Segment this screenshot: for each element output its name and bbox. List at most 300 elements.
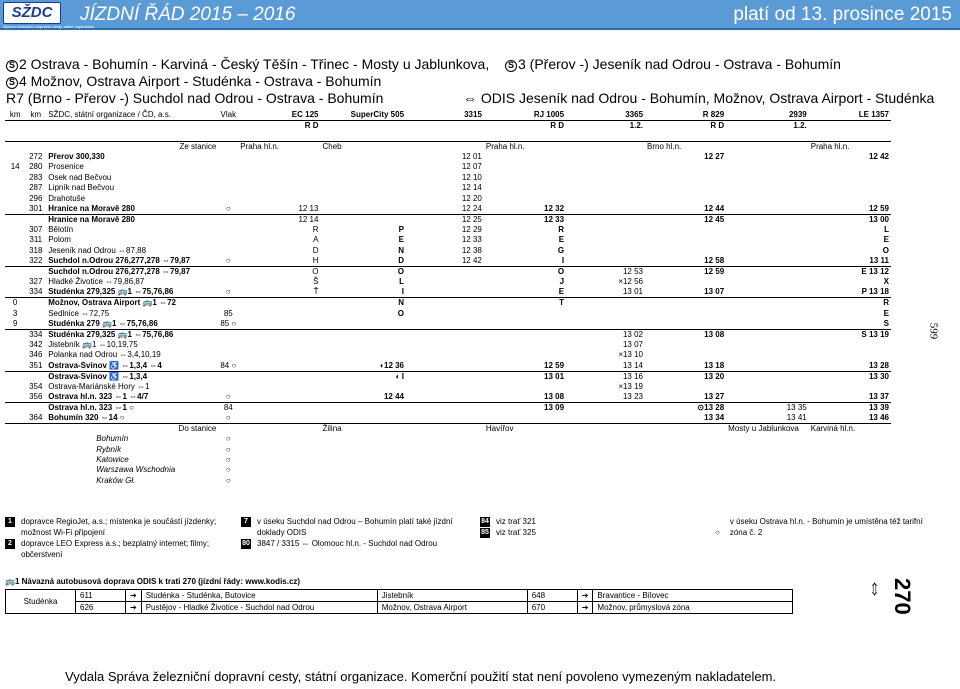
time-cell: ×12 56 [618,277,644,287]
time-cell: I [401,287,405,297]
station-name: Jistebník 🚌1 ⇔10,19,75 [48,339,138,349]
time-cell: R [312,225,319,235]
time-cell: O [484,267,566,278]
station-name: Studénka 279,325 🚌1 ⇔75,76,86 [48,287,174,297]
train-category: R D [550,121,565,130]
km-branch [5,225,25,235]
destination-station [238,423,320,434]
station-mark [218,162,238,172]
station-row [5,246,891,256]
connection-station-row [5,476,891,486]
time-cell [238,308,320,318]
note-circle: ○v úseku Ostrava hl.n. - Bohumín je umístěna též tarifní zóna č. 2 [715,517,923,537]
train-number: 3315 [406,110,484,121]
station-name: Hladké Životice ⇔79,86,87 [48,277,145,287]
time-cell: 12 58 [704,256,725,266]
time-cell: Ť [313,287,319,297]
destination-row: Do stanice Žilina Havířov Mosty u Jablunkova Karviná hl.n. [5,423,891,434]
time-cell [406,392,484,403]
line-r7: R7 (Brno - Přerov -) Suchdol nad Odrou - Ostrava - Bohumín [6,90,384,106]
train-category: 1.2. [629,121,644,130]
time-cell: 12 59 [868,203,889,213]
time-cell [238,361,320,372]
time-cell: 12 42 [461,256,482,266]
station-mark [218,298,238,309]
time-cell [320,204,406,215]
time-cell: N [320,298,406,309]
destination-station: Havířov [484,423,566,434]
km-branch [5,413,25,424]
time-cell: 13 23 [622,391,644,401]
time-cell [726,287,809,298]
station-name: Drahotuše [48,193,86,203]
station-row [5,256,891,267]
time-cell [566,152,645,162]
time-cell: H [312,256,319,266]
time-cell [238,340,320,350]
origin-station: Praha hl.n. [238,141,320,152]
station-mark [218,225,238,235]
time-cell [566,308,645,318]
km-branch [5,173,25,183]
station-mark [218,235,238,245]
time-cell [238,350,320,360]
time-cell: 12 29 [461,225,482,235]
circle-icon: ○ [225,434,231,444]
time-cell [726,340,809,350]
time-cell: D [312,245,319,255]
note-84: 84 viz trať 321 [481,517,536,526]
time-cell: R [558,225,565,235]
km-branch [5,340,25,350]
connection-station-row [5,465,891,475]
connection-station: Bohumín [96,434,129,444]
km-main [25,371,46,382]
time-cell [320,329,406,340]
time-cell: 13 28 [868,360,889,370]
time-cell [809,193,891,203]
destination-station: Žilina [320,423,406,434]
time-cell [484,319,566,330]
time-cell: E [883,308,889,318]
connection-station: Kraków Gł. [96,475,136,485]
time-cell: 12 33 [484,214,566,225]
time-cell [566,204,645,215]
time-cell [645,225,726,235]
station-name: Studénka 279,325 🚌1 ⇔75,76,86 [46,329,218,340]
time-cell [320,319,406,330]
km-main: 272 [29,152,43,162]
time-cell [484,329,566,340]
destination-station: Mosty u Jablunkova [726,423,809,434]
time-cell [726,298,809,309]
time-cell: 12 59 [544,360,565,370]
time-cell: E [883,235,889,245]
km-main: 334 [25,329,46,340]
station-mark: ○ [225,391,231,401]
station-mark [218,350,238,360]
time-cell [406,361,484,372]
time-cell [238,413,320,424]
station-row [5,225,891,235]
time-cell [726,193,809,203]
time-cell: 12 44 [383,391,405,401]
station-mark [218,173,238,183]
train-attributes-row [5,121,891,132]
station-name: Bohumín 320 ⇔14 ○ [48,412,125,422]
station-name: Polanka nad Odrou ⇔3,4,10,19 [48,350,161,360]
station-name: Studénka 279 🚌1 ⇔75,76,86 [48,318,158,328]
km-branch [5,329,25,340]
arrow-icon: ➔ [577,590,593,602]
time-cell: P 13 18 [861,287,889,297]
time-cell [406,413,484,424]
time-cell [645,193,726,203]
time-cell [406,340,484,350]
station-row [5,308,891,318]
time-cell: 12 13 [298,203,319,213]
time-cell [645,382,726,392]
time-cell [645,308,726,318]
km-branch [5,246,25,256]
circle-icon: ○ [225,475,231,485]
time-cell: E 13 12 [809,267,891,278]
time-cell: 13 30 [809,371,891,382]
station-mark [218,277,238,287]
time-cell [406,308,484,318]
km-branch [5,193,25,203]
arrow-icon: ➔ [126,590,142,602]
time-cell: 13 01 [484,371,566,382]
km-main: 296 [29,193,43,203]
time-cell: 12 10 [461,172,482,182]
km-main: 356 [29,391,43,401]
station-row [5,162,891,172]
origin-station: Praha hl.n. [484,141,566,152]
km-main: 342 [29,339,43,349]
time-cell: Š [313,277,319,287]
station-mark [218,267,238,278]
origin-station: Praha hl.n. [809,141,891,152]
time-cell: ◖12 36 [379,360,405,370]
time-cell: 13 07 [622,339,644,349]
time-cell [320,173,406,183]
time-cell [566,193,645,203]
time-cell [809,183,891,193]
note-85: 85 viz trať 325 [481,528,536,537]
station-row [5,371,891,382]
connection-station: Katowice [96,454,129,464]
time-cell: 13 01 [622,287,644,297]
time-cell [566,173,645,183]
time-cell [238,152,320,162]
time-cell [320,413,406,424]
station-row [5,152,891,162]
time-cell [484,382,566,392]
time-cell [726,308,809,318]
station-name: Lipník nad Bečvou [48,183,115,193]
station-name: Přerov 300,330 [48,152,105,162]
km-branch [5,277,25,287]
bus-connections [5,577,793,614]
s-line-icon: S [505,60,517,72]
km-branch: 3 [12,308,18,318]
connection-station: Rybník [96,444,122,454]
train-number: 3365 [566,110,645,121]
km-main [25,298,46,309]
time-cell [320,350,406,360]
s-line-icon: S [6,77,18,89]
station-name: Ostrava hl.n. 323 ⇔1 ○ [46,402,218,413]
time-cell [726,361,809,372]
time-cell [726,329,809,340]
km-main: 354 [29,381,43,391]
train-category: R D [710,121,725,130]
km-main: 346 [29,350,43,360]
station-row [5,319,891,330]
destination-station [645,423,726,434]
time-cell [484,162,566,172]
time-cell: 13 46 [868,412,889,422]
time-cell [566,402,645,413]
page-number: 599 [927,322,940,340]
time-cell: 12 07 [461,162,482,172]
time-cell [484,183,566,193]
station-row [5,173,891,183]
time-cell: 13 09 [484,402,566,413]
time-cell: A [313,235,319,245]
line-s4: S 4 Možnov, Ostrava Airport - Studénka - Ostrava - Bohumín [6,73,489,90]
time-cell: X [883,277,889,287]
time-cell [406,329,484,340]
train-number: EC 125 [238,110,320,121]
time-cell [320,340,406,350]
km-branch [5,371,25,382]
time-cell: 13 20 [645,371,726,382]
time-cell [809,382,891,392]
station-mark: ○ [225,287,231,297]
origin-station [406,141,484,152]
line-s2: S 2 Ostrava - Bohumín - Karviná - Český Těšín - Třinec - Mosty u Jablunkova, [6,56,489,73]
time-cell [645,183,726,193]
origin-row: Ze stanice Praha hl.n. Cheb Praha hl.n. Brno hl.n. Praha hl.n. [5,141,891,152]
time-cell [726,319,809,330]
time-cell: O [882,245,889,255]
time-cell [726,382,809,392]
time-cell [726,152,809,162]
connection-station-row [5,444,891,454]
train-category [809,121,891,132]
station-mark [218,329,238,340]
time-cell [726,350,809,360]
time-cell [726,225,809,235]
km-branch [5,350,25,360]
time-cell: T [484,298,566,309]
time-cell [238,371,320,382]
time-cell: 13 27 [704,391,725,401]
km-branch [5,152,25,162]
time-cell [726,162,809,172]
note-2: 2 dopravce LEO Express a.s.; bezplatný internet; filmy; občerstvení [5,539,235,560]
time-cell [566,298,645,309]
time-cell [566,246,645,256]
time-cell: 12 01 [461,152,482,162]
time-cell: 13 08 [544,391,565,401]
circle-icon: ○ [715,527,720,537]
time-cell: 12 27 [704,152,725,162]
time-cell: O [238,267,320,278]
time-cell [566,256,645,267]
train-number: RJ 1005 [484,110,566,121]
time-cell: 12 32 [544,203,565,213]
time-cell: R [809,298,891,309]
time-cell: 13 39 [809,402,891,413]
station-row [5,298,891,309]
time-cell: 13 34 [704,412,725,422]
time-cell [566,413,645,424]
station-mark [218,214,238,225]
page-header [0,0,960,30]
time-cell: 12 25 [406,214,484,225]
km-branch [5,361,25,372]
circle-icon: ○ [225,454,231,464]
km-main: 318 [29,245,43,255]
time-cell [484,173,566,183]
km-branch [5,214,25,225]
station-mark: 84 ○ [220,360,237,370]
time-cell: 12 14 [238,214,320,225]
km-branch [5,392,25,403]
time-cell: 12 44 [704,203,725,213]
km-branch [5,204,25,215]
time-cell [238,162,320,172]
time-cell [238,402,320,413]
station-name: Hranice na Moravě 280 [46,214,218,225]
connection-station-row [5,455,891,465]
station-mark: 85 ○ [220,318,237,328]
train-category: R D [304,121,319,130]
time-cell [406,287,484,298]
time-cell [726,204,809,215]
km-main: 364 [29,412,43,422]
time-cell [406,382,484,392]
time-cell [238,173,320,183]
time-cell [406,402,484,413]
station-row [5,350,891,360]
km-main: 283 [29,172,43,182]
time-cell [238,319,320,330]
station-row [5,413,891,424]
time-cell [238,193,320,203]
station-name: Suchdol n.Odrou 276,277,278 ⇔79,87 [46,267,218,278]
time-cell: L [399,277,405,287]
time-cell: 13 37 [868,391,889,401]
station-name: Jeseník nad Odrou ⇔87,88 [48,245,147,255]
time-cell [320,382,406,392]
time-cell [566,183,645,193]
km-main: 322 [29,256,43,266]
km-main: 307 [29,225,43,235]
time-cell [726,392,809,403]
time-cell: 13 02 [566,329,645,340]
time-cell [406,371,484,382]
time-cell: 13 18 [704,360,725,370]
table-number: 270 ⇔ [864,578,915,615]
time-cell: 12 45 [645,214,726,225]
line-list [6,56,489,107]
km-branch [5,287,25,298]
time-cell [809,173,891,183]
time-cell [238,382,320,392]
station-row [5,361,891,372]
time-cell: ◖ I [320,371,406,382]
station-mark [218,340,238,350]
note-80: 80 3847 / 3315 ⇔ Olomouc hl.n. - Suchdol nad Odrou [242,539,438,548]
origin-station [566,141,645,152]
station-row [5,277,891,287]
time-cell [238,183,320,193]
time-cell [320,214,406,225]
time-cell [566,225,645,235]
time-cell [645,277,726,287]
destination-station [406,423,484,434]
station-name: Prosenice [48,162,84,172]
station-row [5,382,891,392]
timetable [5,110,891,486]
spacer-row [5,131,891,141]
km-branch [5,402,25,413]
circle-icon: ○ [225,444,231,454]
km-main: 301 [29,203,43,213]
train-category: 1.2. [793,121,807,130]
time-cell: 12 42 [868,152,889,162]
time-cell: G [557,245,565,255]
time-cell [406,298,484,309]
time-cell: I [561,256,565,266]
publisher-footer: Vydala Správa železniční dopravní cesty, státní organizace. Komerční použití stat není povoleno vymezeným nakladatelem. [65,669,777,684]
time-cell [566,162,645,172]
time-cell [406,267,484,278]
station-mark: 85 [223,308,233,318]
time-cell: 13 16 [566,371,645,382]
timetable-title: JÍZDNÍ ŘÁD 2015 – 2016 [80,4,296,25]
time-cell: N [398,245,405,255]
time-cell [645,298,726,309]
station-mark: ○ [225,256,231,266]
time-cell: 12 38 [461,245,482,255]
train-number: LE 1357 [809,110,891,121]
station-mark [218,193,238,203]
station-row [5,204,891,215]
station-mark: ○ [225,412,231,422]
time-cell [320,152,406,162]
time-cell [645,235,726,245]
time-cell: 12 53 [566,267,645,278]
time-cell: E [558,287,565,297]
note-7: 7 v úseku Suchdol nad Odrou – Bohumín platí také jízdní doklady ODIS [241,517,476,538]
time-cell: 12 14 [461,183,482,193]
km-branch: 14 [10,162,20,172]
time-cell: ×13 10 [618,350,644,360]
time-cell: O [397,308,405,318]
time-cell: 13 00 [809,214,891,225]
station-name: Polom [48,235,71,245]
station-row [5,402,891,413]
logo-subtitle: Správa železniční dopravní cesty, státní organizace [3,24,95,29]
km-main [25,402,46,413]
line-odis: ⇔ ODIS Jeseník nad Odrou - Bohumín, Možnov, Ostrava Airport - Studénka [463,90,935,106]
time-cell: 13 41 [786,412,807,422]
